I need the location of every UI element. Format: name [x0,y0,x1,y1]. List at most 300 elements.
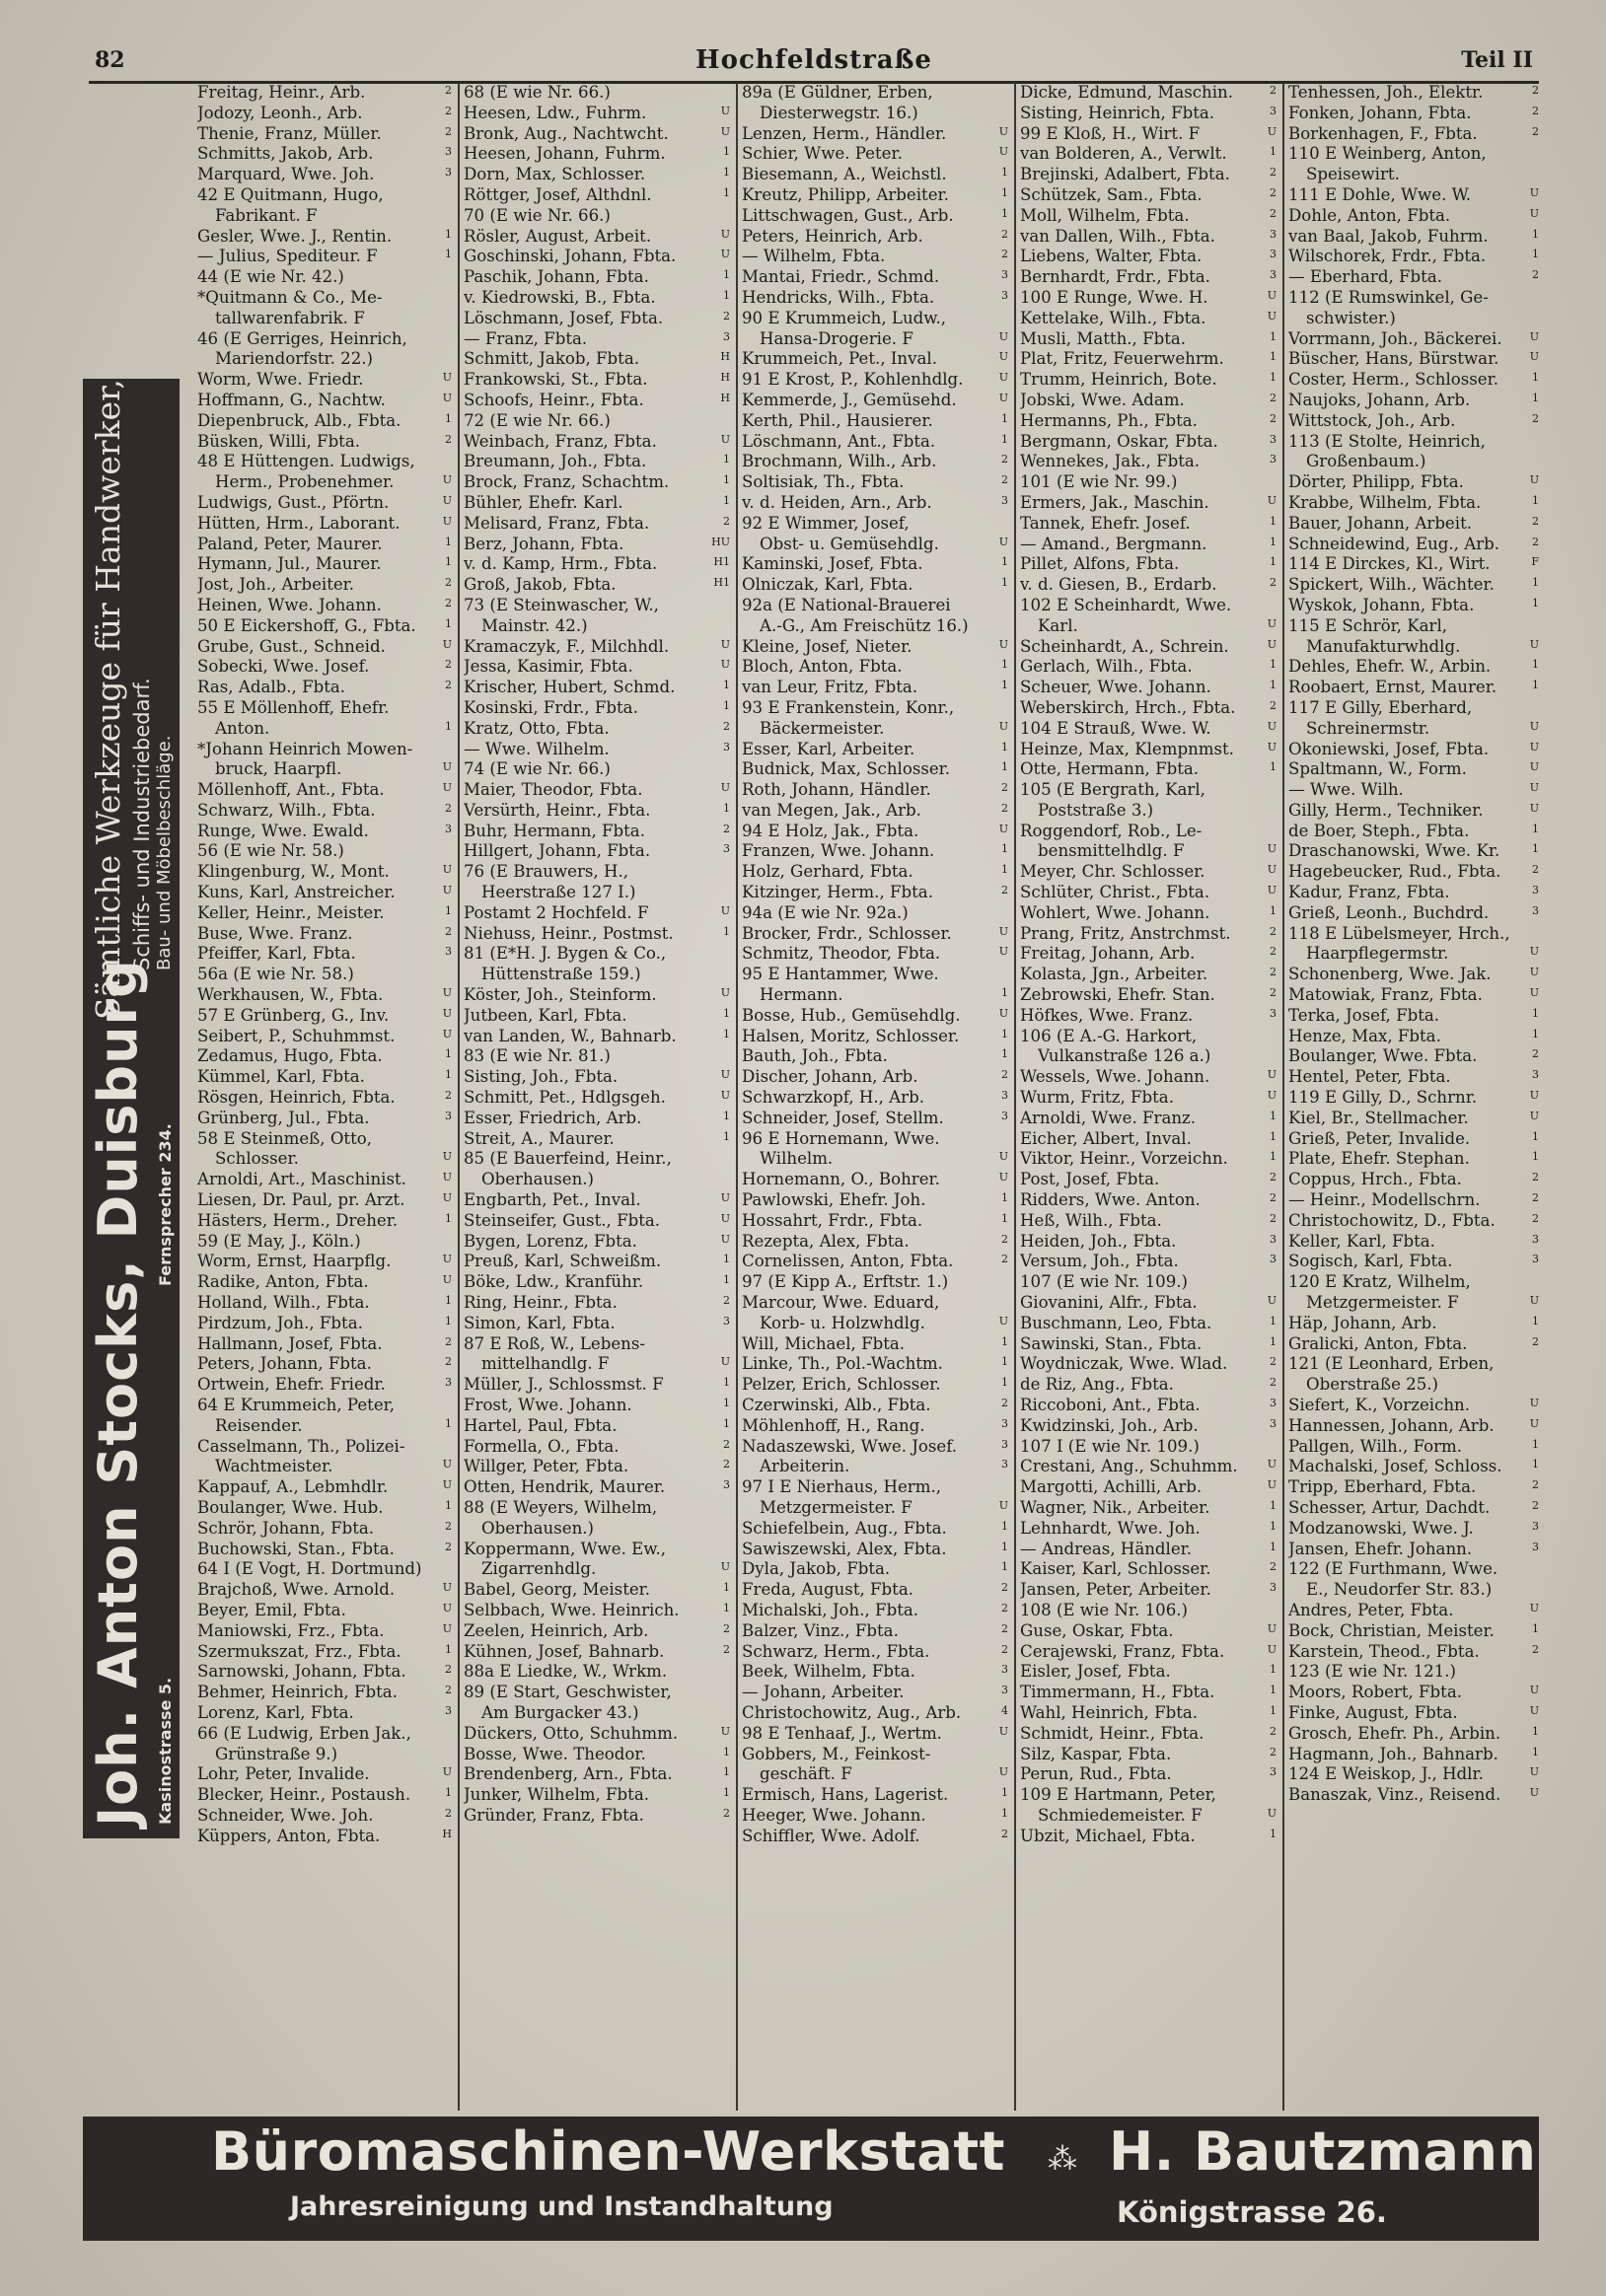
directory-entry [742,1703,1008,1724]
floor-marker: 1 [723,1745,730,1758]
ornament-icon: ⁂ [1048,2142,1077,2177]
entry-text: Wilschorek, Frdr., Fbta. [1288,247,1487,266]
entry-text: Schmiedemeister. F [1038,1805,1203,1825]
directory-entry [197,596,452,616]
floor-marker: 1 [1001,1786,1008,1800]
directory-entry [1020,1006,1277,1027]
directory-entry [1020,452,1277,472]
floor-marker: U [1267,1642,1277,1656]
directory-entry [1020,1109,1277,1129]
directory-entry [1288,719,1539,740]
directory-entry [197,554,452,575]
directory-entry [464,1540,730,1560]
floor-marker: U [442,1150,452,1164]
directory-entry [464,944,730,965]
entry-text: Mantai, Friedr., Schmd. [742,267,940,287]
entry-text: 119 E Gilly, D., Schrnr. [1288,1088,1478,1108]
directory-entry [464,1006,730,1027]
entry-text: Willger, Peter, Fbta. [464,1457,629,1476]
entry-text: Streit, A., Maurer. [464,1128,615,1148]
floor-marker: 1 [445,616,452,630]
floor-marker: H [720,391,730,404]
directory-entry [742,472,1008,493]
entry-text: Moll, Wilhelm, Fbta. [1020,205,1190,225]
entry-text: Wohlert, Wwe. Johann. [1020,902,1210,922]
directory-entry [1020,370,1277,391]
entry-text: Grieß, Peter, Invalide. [1288,1128,1471,1148]
entry-text: 110 E Weinberg, Anton, [1288,144,1487,164]
directory-entry [1020,329,1277,350]
floor-marker: 1 [1001,842,1008,856]
directory-entry [742,309,1008,329]
floor-marker: 3 [445,1703,452,1717]
directory-entry [464,83,730,104]
entry-text: Pirdzum, Joh., Fbta. [197,1313,363,1332]
directory-entry [197,1375,452,1396]
directory-entry [1020,1498,1277,1519]
page-header [89,45,1539,79]
directory-entry [197,309,452,329]
entry-text: *Johann Heinrich Mowen- [197,739,413,758]
directory-entry [742,965,1008,985]
floor-marker: U [1267,124,1277,138]
entry-text: Balzer, Vinz., Fbta. [742,1620,899,1640]
entry-text: Jobski, Wwe. Adam. [1020,390,1185,409]
directory-entry [464,841,730,862]
entry-text: Zeelen, Heinrich, Arb. [464,1620,649,1640]
entry-text: Cornelissen, Anton, Fbta. [742,1252,954,1271]
entry-text: Jansen, Ehefr. Johann. [1288,1539,1473,1558]
floor-marker: 2 [1532,1171,1539,1184]
floor-marker: 2 [1532,1498,1539,1512]
directory-entry [464,759,730,780]
floor-marker: U [998,145,1008,159]
floor-marker: 2 [723,1621,730,1635]
entry-text: 58 E Steinmeß, Otto, [197,1128,373,1148]
directory-entry [742,1724,1008,1745]
floor-marker: 1 [445,1211,452,1225]
directory-entry [742,370,1008,391]
directory-entry [464,1354,730,1375]
directory-entry [742,575,1008,596]
floor-marker: 2 [1001,884,1008,897]
directory-entry [197,329,452,350]
entry-text: 97 (E Kipp A., Erftstr. 1.) [742,1272,949,1292]
entry-text: Henze, Max, Fbta. [1288,1026,1441,1045]
entry-text: Otte, Hermann, Fbta. [1020,759,1200,779]
directory-entry [742,493,1008,514]
entry-text: 98 E Tenhaaf, J., Wertm. [742,1723,942,1743]
entry-text: Sisting, Heinrich, Fbta. [1020,103,1215,122]
floor-marker: U [720,1211,730,1225]
directory-entry [464,1724,730,1745]
entry-text: 73 (E Steinwascher, W., [464,595,659,614]
floor-marker: 2 [1001,453,1008,466]
entry-text: Viktor, Heinr., Vorzeichn. [1020,1149,1228,1169]
entry-text: Borkenhagen, F., Fbta. [1288,123,1478,143]
directory-entry [1288,1232,1539,1253]
directory-entry [1288,1477,1539,1498]
floor-marker: U [720,227,730,241]
entry-text: — Andreas, Händler. [1020,1539,1193,1558]
entry-text: Kuns, Karl, Anstreicher. [197,883,396,902]
entry-text: Worm, Ernst, Haarpflg. [197,1252,392,1271]
floor-marker: U [998,719,1008,733]
directory-entry [1288,1252,1539,1272]
directory-entry [1020,637,1277,658]
floor-marker: U [1529,781,1539,795]
floor-marker: 1 [1532,1458,1539,1471]
floor-marker: 2 [723,1806,730,1820]
floor-marker: 2 [445,576,452,590]
floor-marker: 2 [1532,124,1539,138]
floor-marker: 2 [1270,166,1277,179]
directory-entry [742,719,1008,740]
floor-marker: U [1529,1294,1539,1308]
floor-marker: U [1529,350,1539,364]
floor-marker: 3 [1270,104,1277,117]
floor-marker: 1 [445,1498,452,1512]
directory-entry [197,1806,452,1827]
directory-entry [1020,206,1277,227]
entry-text: Matowiak, Franz, Fbta. [1288,985,1483,1005]
floor-marker: U [720,1068,730,1082]
floor-marker: 2 [1001,473,1008,487]
entry-text: Hossahrt, Frdr., Fbta. [742,1210,923,1230]
floor-marker: U [442,1601,452,1614]
entry-text: van Landen, W., Bahnarb. [464,1026,677,1045]
floor-marker: 3 [1532,1253,1539,1266]
directory-entry [197,1354,452,1375]
entry-text: Dörter, Philipp, Fbta. [1288,472,1464,492]
floor-marker: 3 [445,166,452,179]
entry-text: 118 E Lübelsmeyer, Hrch., [1288,923,1510,943]
floor-marker: 2 [723,822,730,835]
entry-text: Plat, Fritz, Feuerwehrm. [1020,349,1224,369]
entry-text: Post, Josef, Fbta. [1020,1170,1160,1189]
directory-entry [1020,1170,1277,1190]
directory-entry [742,883,1008,903]
entry-text: Kramaczyk, F., Milchhdl. [464,636,670,656]
directory-entry [464,1601,730,1621]
entry-text: van Baal, Jakob, Fuhrm. [1288,226,1489,246]
directory-entry [1020,841,1277,862]
entry-text: Schwarz, Wilh., Fbta. [197,800,376,820]
directory-entry [464,514,730,535]
floor-marker: 1 [1532,1129,1539,1143]
entry-text: Anton. [215,718,270,738]
floor-marker: 1 [723,1253,730,1266]
directory-entry [464,1437,730,1458]
floor-marker: 2 [445,679,452,692]
floor-marker: 1 [1270,329,1277,343]
entry-text: Finke, August, Fbta. [1288,1702,1458,1722]
floor-marker: 2 [1532,411,1539,425]
directory-entry [1288,206,1539,227]
directory-entry [197,391,452,411]
entry-text: Krabbe, Wilhelm, Fbta. [1288,492,1482,512]
directory-entry [1020,862,1277,883]
entry-text: Rezepta, Alex, Fbta. [742,1231,910,1251]
floor-marker: 1 [1270,1314,1277,1327]
entry-text: Coppus, Hrch., Fbta. [1288,1170,1462,1189]
entry-text: Worm, Wwe. Friedr. [197,370,364,390]
entry-text: Lohr, Peter, Invalide. [197,1764,370,1784]
directory-entry [1020,288,1277,309]
entry-text: Hentel, Peter, Fbta. [1288,1067,1451,1087]
directory-entry [464,1046,730,1067]
floor-marker: U [1529,966,1539,979]
directory-entry [197,288,452,309]
floor-marker: U [442,1273,452,1287]
directory-entry [742,1806,1008,1827]
entry-text: Ubzit, Michael, Fbta. [1020,1826,1196,1845]
entry-text: Hermann. [760,985,843,1005]
entry-text: Kitzinger, Herm., Fbta. [742,883,933,902]
directory-entry [742,1375,1008,1396]
floor-marker: U [1267,1294,1277,1308]
entry-text: Esser, Karl, Arbeiter. [742,739,915,758]
entry-text: Musli, Matth., Fbta. [1020,328,1187,348]
floor-marker: U [998,1150,1008,1164]
entry-text: Bronk, Aug., Nachtwcht. [464,123,669,143]
floor-marker: U [998,945,1008,959]
entry-text: Schmitts, Jakob, Arb. [197,144,374,164]
entry-text: Kolasta, Jgn., Arbeiter. [1020,965,1208,984]
entry-text: Herm., Probenehmer. [215,472,395,492]
entry-text: Pfeiffer, Karl, Fbta. [197,944,356,964]
directory-entry [1288,288,1539,309]
floor-marker: U [1267,1621,1277,1635]
floor-marker: U [1529,1089,1539,1103]
entry-text: 42 E Quitmann, Hugo, [197,184,384,204]
floor-marker: 2 [1270,1745,1277,1758]
directory-entry [464,1457,730,1477]
directory-entry [1288,1540,1539,1560]
directory-entry [742,1293,1008,1314]
entry-text: Gründer, Franz, Fbta. [464,1805,644,1825]
entry-text: Arnoldi, Art., Maschinist. [197,1170,406,1189]
entry-text: Ring, Heinr., Fbta. [464,1293,618,1313]
floor-marker: U [720,1355,730,1369]
entry-text: Löschmann, Josef, Fbta. [464,308,664,327]
entry-text: Wessels, Wwe. Johann. [1020,1067,1210,1087]
floor-marker: 2 [1270,945,1277,959]
directory-entry [1020,1293,1277,1314]
directory-entry [1288,780,1539,801]
directory-entry [464,267,730,288]
entry-text: Klingenburg, W., Mont. [197,862,390,882]
floor-marker: 2 [1001,1232,1008,1246]
floor-marker: 1 [1270,1827,1277,1840]
entry-text: Bergmann, Oskar, Fbta. [1020,431,1218,451]
floor-marker: 2 [1270,84,1277,97]
directory-entry [1020,227,1277,248]
entry-text: Manufakturwhdlg. [1306,636,1461,656]
floor-marker: 1 [1532,493,1539,507]
entry-text: 83 (E wie Nr. 81.) [464,1046,611,1066]
directory-entry [197,924,452,945]
entry-text: — Franz, Fbta. [464,328,588,348]
floor-marker: 1 [1532,596,1539,610]
directory-entry [197,1334,452,1355]
entry-text: 90 E Krummeich, Ludw., [742,308,947,327]
directory-entry [1288,924,1539,945]
directory-entry [1288,1416,1539,1437]
directory-entry [742,452,1008,472]
directory-entry [1288,862,1539,883]
entry-text: Siefert, K., Vorzeichn. [1288,1396,1471,1414]
bottom-advertisement [83,2117,1539,2241]
directory-entry [1020,1211,1277,1232]
directory-entry [1020,1457,1277,1477]
entry-text: Wagner, Nik., Arbeiter. [1020,1497,1210,1517]
entry-text: Kwidzinski, Joh., Arb. [1020,1415,1199,1435]
directory-entry [742,1785,1008,1806]
directory-entry [1288,1046,1539,1067]
entry-text: Oberhausen.) [481,1170,595,1189]
entry-text: 112 (E Rumswinkel, Ge- [1288,287,1489,307]
entry-text: Beek, Wilhelm, Fbta. [742,1662,915,1682]
entry-text: Kratz, Otto, Fbta. [464,718,610,738]
floor-marker: U [1529,1601,1539,1614]
entry-text: Möhlenhoff, H., Rang. [742,1415,925,1435]
entry-text: Grieß, Leonh., Buchdrd. [1288,902,1490,922]
floor-marker: 1 [1270,145,1277,159]
floor-marker: U [442,884,452,897]
directory-entry [1288,740,1539,760]
directory-entry [1020,1477,1277,1498]
entry-text: Postamt 2 Hochfeld. F [464,902,649,922]
floor-marker: 1 [723,1416,730,1430]
directory-entry [464,575,730,596]
entry-text: Roggendorf, Rob., Le- [1020,821,1203,840]
directory-entry [197,616,452,637]
directory-entry [197,1252,452,1272]
floor-marker: U [998,535,1008,548]
entry-text: Naujoks, Johann, Arb. [1288,390,1471,409]
floor-marker: 2 [1001,1581,1008,1595]
entry-text: Hermanns, Ph., Fbta. [1020,410,1198,430]
directory-entry [464,493,730,514]
directory-entry [197,1149,452,1170]
entry-text: Holz, Gerhard, Fbta. [742,862,913,882]
entry-text: Zigarrenhdlg. [481,1559,597,1579]
directory-entry [1288,1642,1539,1663]
entry-text: Tenhessen, Joh., Elektr. [1288,83,1484,102]
entry-text: — Wilhelm, Fbta. [742,247,886,266]
directory-entry [464,1027,730,1047]
street-heading: Hochfeldstraße [695,45,932,75]
directory-entry [197,780,452,801]
directory-entry [742,1642,1008,1663]
floor-marker: 2 [1001,1621,1008,1635]
directory-entry [464,247,730,267]
entry-text: Höfkes, Wwe. Franz. [1020,1005,1194,1025]
floor-marker: 2 [1001,1068,1008,1082]
entry-text: Brejinski, Adalbert, Fbta. [1020,165,1230,184]
directory-entry [1020,554,1277,575]
floor-marker: U [720,1560,730,1574]
entry-text: Terka, Josef, Fbta. [1288,1005,1440,1025]
entry-text: 94 E Holz, Jak., Fbta. [742,821,919,840]
floor-marker: 1 [1270,1540,1277,1553]
entry-text: 104 E Strauß, Wwe. W. [1020,718,1211,738]
directory-entry [742,391,1008,411]
directory-entry [1020,944,1277,965]
entry-text: Pallgen, Wilh., Form. [1288,1436,1463,1456]
floor-marker: U [998,391,1008,404]
floor-marker: 1 [1532,1621,1539,1635]
floor-marker: 1 [723,698,730,712]
directory-entry [1288,1683,1539,1703]
floor-marker: U [1529,473,1539,487]
directory-entry [197,472,452,493]
entry-text: Babel, Georg, Meister. [464,1580,651,1600]
entry-text: Großenbaum.) [1306,452,1426,471]
directory-entry [1020,883,1277,903]
entry-text: Casselmann, Th., Polizei- [197,1436,405,1456]
directory-entry [197,801,452,822]
floor-marker: U [720,124,730,138]
floor-marker: U [998,1724,1008,1738]
directory-entry [197,903,452,924]
entry-text: Kappauf, A., Lebmhdlr. [197,1477,389,1497]
directory-entry [197,1457,452,1477]
entry-text: Draschanowski, Wwe. Kr. [1288,841,1500,861]
entry-text: Bock, Christian, Meister. [1288,1620,1495,1640]
entry-text: 89a (E Güldner, Erben, [742,83,933,102]
directory-entry [1020,1703,1277,1724]
floor-marker: U [1267,309,1277,323]
directory-entry [197,1477,452,1498]
directory-entry [1020,185,1277,206]
entry-text: Machalski, Josef, Schloss. [1288,1457,1502,1476]
entry-text: Arnoldi, Wwe. Franz. [1020,1108,1197,1127]
entry-text: v. Kiedrowski, B., Fbta. [464,287,656,307]
entry-text: Heeger, Wwe. Johann. [742,1805,926,1825]
directory-entry [197,1662,452,1683]
floor-marker: 1 [723,1376,730,1390]
floor-marker: 1 [445,719,452,733]
entry-text: 96 E Hornemann, Wwe. [742,1128,940,1148]
directory-entry [464,883,730,903]
floor-marker: 1 [1270,371,1277,385]
entry-text: Silz, Kaspar, Fbta. [1020,1744,1172,1763]
entry-text: Maier, Theodor, Fbta. [464,780,643,800]
directory-entry [742,144,1008,165]
entry-text: Roobaert, Ernst, Maurer. [1288,678,1497,697]
directory-entry [1288,616,1539,637]
entry-text: 55 E Möllenhoff, Ehefr. [197,697,390,717]
directory-entry [742,698,1008,719]
floor-marker: 1 [723,1027,730,1040]
directory-entry [197,719,452,740]
entry-text: Schmidt, Heinr., Fbta. [1020,1723,1204,1743]
floor-marker: 2 [723,514,730,528]
directory-entry [464,411,730,432]
directory-entry [197,124,452,145]
floor-marker: U [998,924,1008,938]
entry-text: Gralicki, Anton, Fbta. [1288,1333,1468,1353]
floor-marker: U [1529,1684,1539,1697]
directory-entry [742,1662,1008,1683]
directory-entry [197,1498,452,1519]
directory-entry [1020,822,1277,842]
entry-text: Beyer, Emil, Fbta. [197,1600,346,1619]
floor-marker: 1 [1001,760,1008,774]
entry-text: Christochowitz, D., Fbta. [1288,1210,1496,1230]
